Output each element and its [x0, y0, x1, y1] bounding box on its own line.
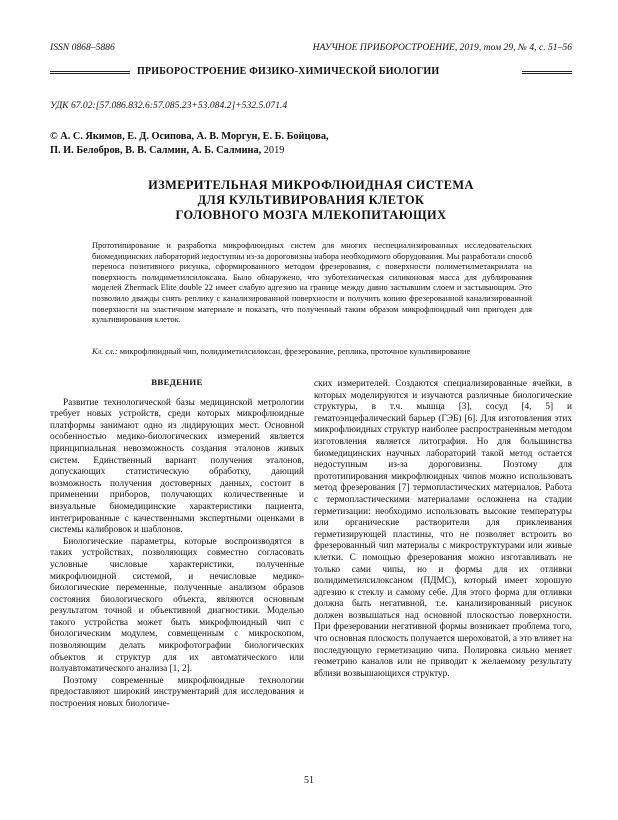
- abstract: Прототипирование и разработка микрофлюидных систем для многих неспециализированных исследовательских биомедицинских лабораторий недоступны из-за дороговизны набора необходимого оборудования. Мы разработали способ переноса позитивного рисунка, сформированного методом фрезерования, с поверхности полиметилметакрилата на поверхность полидиметилсилоксана. Было обнаружено, что зуботехническая силиконовая масса для дублирования моделей Zhermack Elite double 22 имеет слабую адгезию на границе между давно застывшим слоем и застывающим. Это позволило дважды снять реплику с канализированной поверхности и получить копию фрезерованной канализированной поверхности на эластичном материале и показать, что полученный таким образом микрофлюидный чип пригоден для культивирования клеток.: [92, 241, 532, 325]
- title-line-1: ИЗМЕРИТЕЛЬНАЯ МИКРОФЛЮИДНАЯ СИСТЕМА: [148, 178, 474, 192]
- title-line-2: ДЛЯ КУЛЬТИВИРОВАНИЯ КЛЕТОК: [197, 193, 425, 207]
- body-paragraph: ских измерителей. Создаются специализированные ячейки, в которых моделируются и изучаются различные биологические структуры, в т.ч. мышца [3], сосуд [4, 5] и гематоэнцефалический барьер (ГЭБ) [6]. Для изготовления этих микрофлюидных структур наиболее распространенным методом изготовления является литография. Но для большинства биомедицинских научных лабораторий такой метод остается недоступным из-за дороговизны. Поэтому для прототипирования микрофлюидных чипов можно использовать метод фрезерования [7] термопластических материалов. Работа с термопластическими материалами осложнена на стадии герметизации: необходимо использовать высокие температуры или органические растворители для приклеивания герметизирующей пластины, что не позволяет встроить во фрезерованный чип материалы с микроструктурами или живые клетки. С помощью фрезерования можно изготавливать не только сами чипы, но и формы для их отливки полидиметилсилоксаном (ПДМС), который имеет хорошую адгезию к стеклу и самому себе. Для этого форма для отливки должна быть негативной, т.е. канализированный рисунок должен возвышаться над основной плоскостью поверхности. При фрезеровании негативной формы возникает проблема того, что основная плоскость получается шероховатой, а это влияет на последующую герметизацию чипа. Полировка сильно меняет геометрию каналов или не приводит к желаемому результату вблизи возвышающихся структур.: [314, 379, 573, 679]
- keywords-text: микрофлюидный чип, полидиметилсилоксан, фрезерование, реплика, проточное культивирование: [119, 347, 471, 356]
- copyright-year: 2019: [263, 145, 285, 156]
- right-column: [314, 379, 572, 680]
- left-column: [50, 377, 304, 711]
- keywords-label: Кл. сл.:: [92, 347, 118, 356]
- section-title: ПРИБОРОСТРОЕНИЕ ФИЗИКО-ХИМИЧЕСКОЙ БИОЛОГИИ: [137, 66, 440, 77]
- title-line-3: ГОЛОВНОГО МОЗГА МЛЕКОПИТАЮЩИХ: [175, 208, 447, 222]
- introduction-heading: ВВЕДЕНИЕ: [151, 377, 203, 387]
- authors-block: [50, 130, 570, 158]
- authors-line-1: © А. С. Якимов, Е. Д. Осипова, А. В. Моргун, Е. Б. Бойцова,: [50, 131, 329, 142]
- section-rule-right: [522, 71, 572, 74]
- authors-line-2: П. И. Белобров, В. В. Салмин, А. Б. Салмина,: [50, 145, 262, 156]
- keywords: [92, 347, 532, 358]
- body-paragraph: Поэтому современные микрофлюидные технологии предоставляют широкий инструментарий для исследования и построения новых биологиче-: [50, 675, 304, 710]
- article-title: [50, 178, 572, 223]
- body-paragraph: Развитие технологической базы медицинской метрологии требует новых устройств, среди которых микрофлюидные платформы занимают одно из лидирующих мест. Основной особенностью медико-биологических измерений является принципиальная невозможность создания эталонов живых систем. Единственный вариант получения эталонов, допускающих статистическую обработку, дающий возможность получения достоверных данных, состоит в применении приборов, получающих количественные и визуальные биомедицинские характеристики пациента, интегрированные с качественными экспертными оценками в системы калибровок и шаблонов.: [50, 397, 304, 536]
- section-banner: [50, 66, 572, 80]
- udk-code: УДК 67.02:[57.086.832.6:57.085.23+53.084.2]+532.5.071.4: [50, 100, 288, 111]
- page-number: 51: [304, 775, 314, 786]
- body-paragraph: Биологические параметры, которые воспроизводятся в таких устройствах, позволяющих совместно согласовать условные числовые характеристики, полученные микрофлюидной системой, и нечисловые медико-биологические переменные, полученные анализом образов состояния биологического объекта, являются основным результатом точной и объективной диагностики. Моделью такого устройства может быть микрофлюидный чип с биологическим модулем, совмещенным с микроскопом, позволяющим делать микрофотографии биологических объектов и структур для их автоматического или полуавтоматического анализа [1, 2].: [50, 536, 304, 675]
- section-rule-left: [50, 71, 130, 74]
- issn: ISSN 0868–5886: [50, 42, 115, 53]
- journal-citation: НАУЧНОЕ ПРИБОРОСТРОЕНИЕ, 2019, том 29, № 4, с. 51–56: [312, 42, 572, 53]
